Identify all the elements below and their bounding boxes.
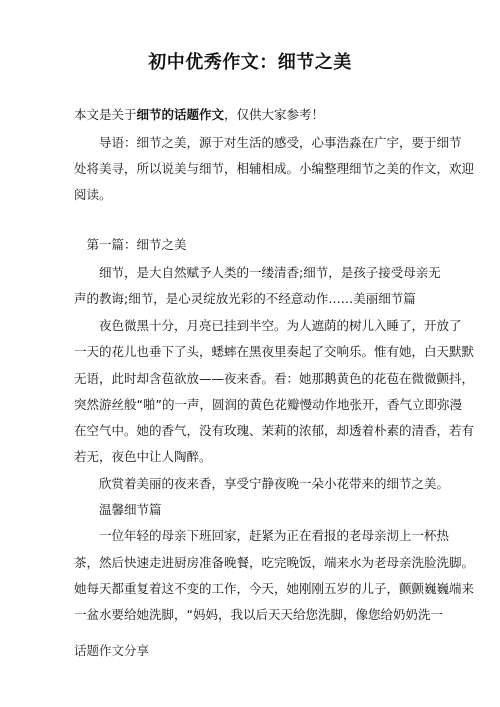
body-line: 声的教诲;细节，是心灵绽放光彩的不经意动作……美丽细节篇 — [74, 291, 416, 306]
body-line: 欣赏着美丽的夜来香，享受宁静夜晚一朵小花带来的细节之美。 — [74, 476, 450, 491]
body-line: 阅读。 — [74, 187, 112, 202]
intro-suffix: ，仅供大家参考！ — [224, 107, 325, 122]
body-line: 一天的花儿也垂下了头，蟋蟀在黑夜里奏起了交响乐。惟有她，白天默默 — [74, 344, 475, 359]
body-line: 处将美寻，所以说美与细节，相辅相成。小编整理细节之美的作文，欢迎 — [74, 161, 475, 176]
page-title: 初中优秀作文：细节之美 — [148, 52, 352, 73]
body-line: 她每天都重复着这不变的工作，今天，她刚刚五岁的儿子，颤颤巍巍端来 — [74, 581, 475, 596]
subsection-heading: 温馨细节篇 — [74, 502, 162, 517]
body-line: 一盆水要给她洗脚，“妈妈，我以后天天给您洗脚，像您给奶奶洗一 — [74, 607, 443, 622]
body-line: 一位年轻的母亲下班回家，赶紧为正在看报的老母亲沏上一杯热 — [74, 528, 450, 543]
intro-line — [74, 107, 324, 123]
body-line: 细节，是大自然赋予人类的一缕清香;细节，是孩子接受母亲无 — [74, 265, 441, 280]
body-line: 若无，夜色中让人陶醉。 — [74, 449, 212, 464]
body-line: 无语，此时却含苞欲放——夜来香。看：她那鹅黄色的花苞在微微颤抖， — [74, 371, 475, 386]
section-heading: 第一篇：细节之美 — [74, 237, 187, 252]
body-line: 导语：细节之美，源于对生活的感受，心事浩淼在广宇，要于细节 — [74, 135, 462, 150]
intro-bold-word: 细节的话题作文 — [136, 107, 225, 122]
intro-prefix: 本文是关于 — [74, 107, 137, 122]
body-line: 夜色微黑十分，月亮已挂到半空。为人遮荫的树儿入睡了，开放了 — [74, 318, 462, 333]
body-line: 在空气中。她的香气，没有玫瑰、茉莉的浓郁，却透着朴素的清香，若有 — [74, 423, 475, 438]
body-line: 突然游丝般“啪”的一声，圆润的黄色花瓣慢动作地张开，香气立即弥漫 — [74, 397, 462, 412]
body-line: 茶，然后快速走进厨房准备晚餐，吃完晚饭，端来水为老母亲洗脸洗脚。 — [74, 555, 475, 570]
page-footer: 话题作文分享 — [74, 643, 150, 658]
